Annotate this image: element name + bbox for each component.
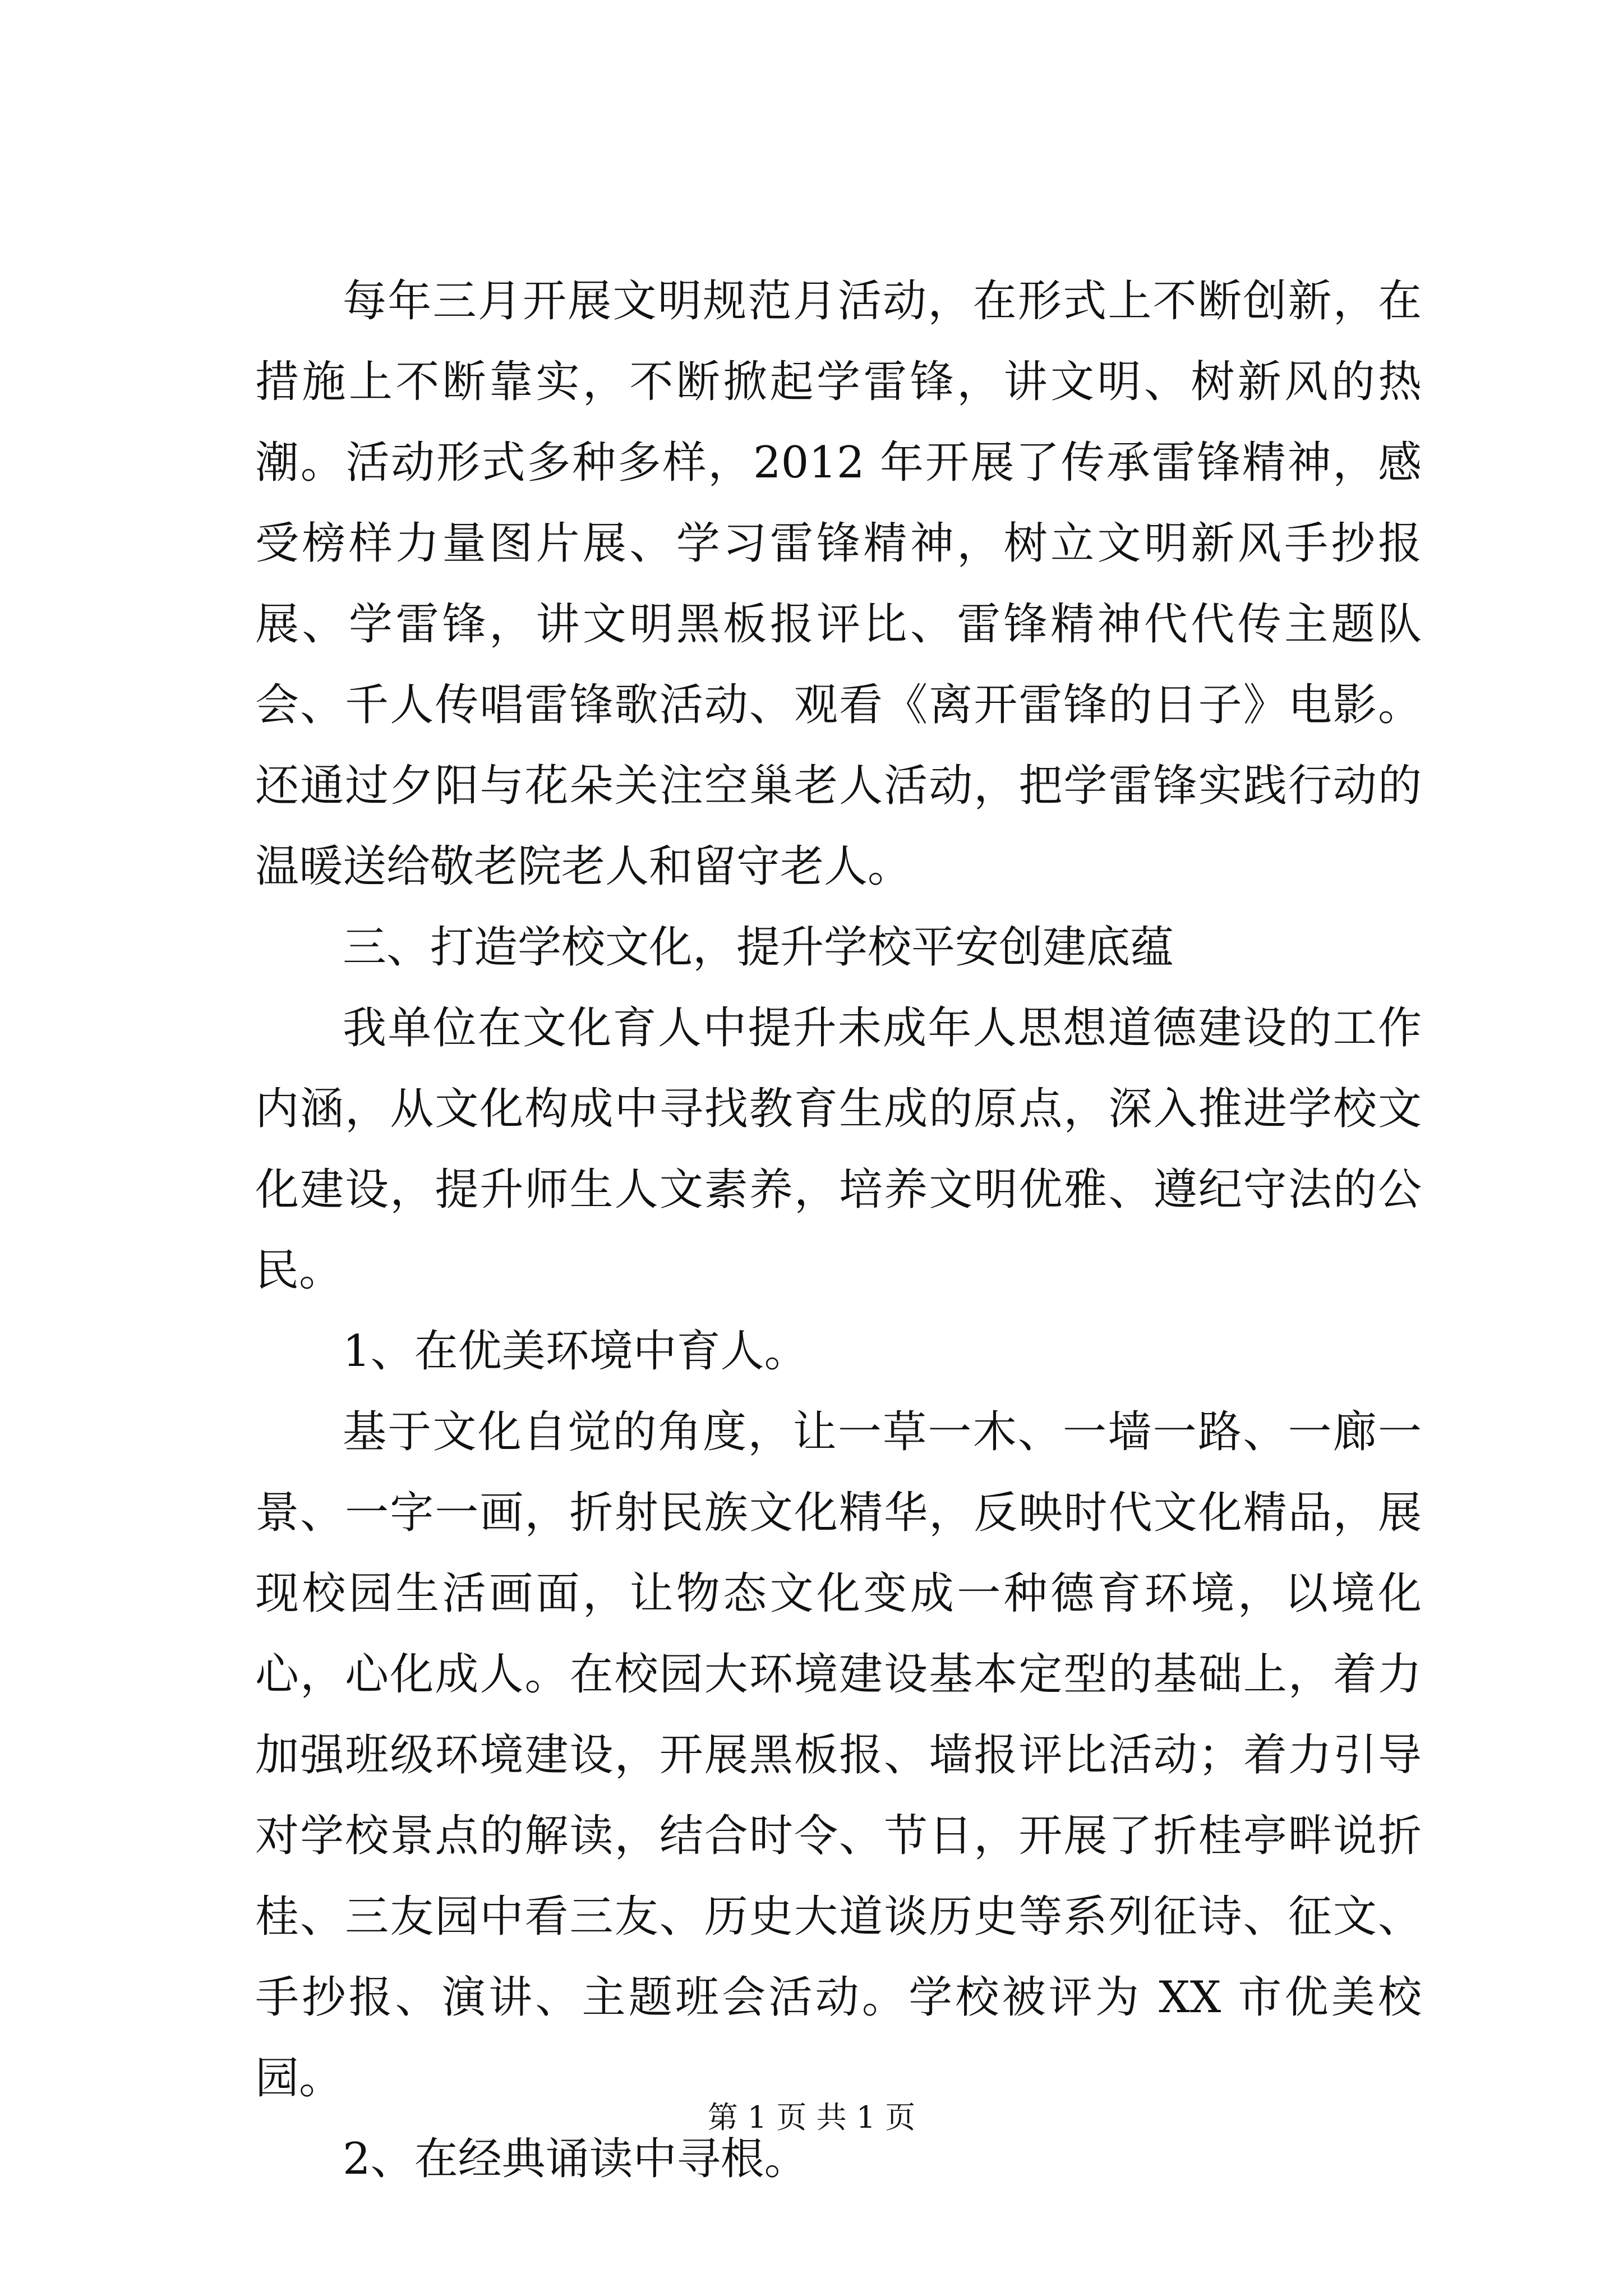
- subheading-environment: 1、在优美环境中育人。: [343, 1326, 808, 1377]
- paragraph-activities: 每年三月开展文明规范月活动，在形式上不断创新，在措施上不断靠实，不断掀起学雷锋，讲文明、树新风的热潮。活动形式多种多样，2012 年开展了传承雷锋精神，感受榜样力量图片展、学习雷锋精神，树立文明新风手抄报展、学雷锋，讲文明黑板报评比、雷锋精神代代传主题队会、千人传唱雷锋歌活动、观看《离开雷锋的日子》电影。还通过夕阳与花朵关注空巢老人活动，把学雷锋实践行动的温暖送给敬老院老人和留守老人。: [255, 276, 1422, 892]
- document-body: [255, 261, 1422, 2200]
- section-heading-school-culture: 三、打造学校文化，提升学校平安创建底蕴: [343, 922, 1174, 973]
- paragraph-culture-education: 我单位在文化育人中提升未成年人思想道德建设的工作内涵，从文化构成中寻找教育生成的原点，深入推进学校文化建设，提升师生人文素养，培养文明优雅、遵纪守法的公民。: [255, 1003, 1422, 1296]
- subheading-classics-reading: 2、在经典诵读中寻根。: [343, 2134, 808, 2184]
- paragraph-environment: 基于文化自觉的角度，让一草一木、一墙一路、一廊一景、一字一画，折射民族文化精华，反映时代文化精品，展现校园生活画面，让物态文化变成一种德育环境，以境化心，心化成人。在校园大环境建设基本定型的基础上，着力加强班级环境建设，开展黑板报、墙报评比活动；着力引导对学校景点的解读，结合时令、节日，开展了折桂亭畔说折桂、三友园中看三友、历史大道谈历史等系列征诗、征文、手抄报、演讲、主题班会活动。学校被评为 XX 市优美校园。: [255, 1407, 1422, 2104]
- page-footer: 第 1 页 共 1 页: [707, 2100, 916, 2135]
